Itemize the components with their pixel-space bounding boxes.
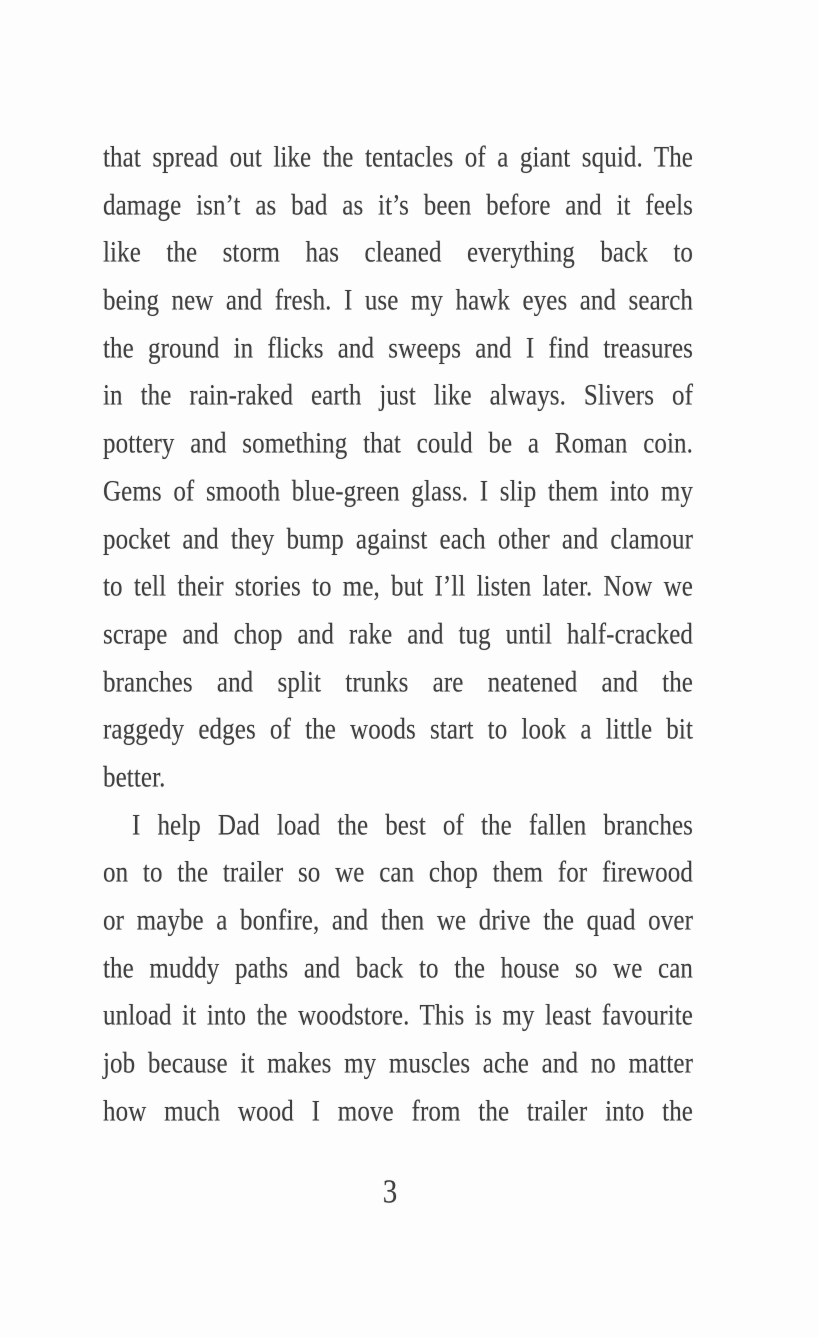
text-line: better. [103, 761, 166, 794]
text-line: pottery and something that could be a Roman coin. [103, 427, 693, 460]
page-number: 3 [382, 1173, 398, 1211]
text-line: like the storm has cleaned everything back to [103, 236, 693, 269]
text-line: that spread out like the tentacles of a giant squid. The [103, 141, 693, 174]
text-line: the muddy paths and back to the house so we can [103, 952, 693, 985]
text-line: pocket and they bump against each other and clamour [103, 523, 693, 555]
text-line: how much wood I move from the trailer into the [103, 1095, 693, 1128]
text-line: raggedy edges of the woods start to look a little bit [103, 713, 693, 746]
text-line: damage isn’t as bad as it’s been before and it feels [103, 189, 693, 222]
text-line: job because it makes my muscles ache and no matter [103, 1047, 693, 1080]
text-line: I help Dad load the best of the fallen branches [132, 809, 693, 841]
text-line: to tell their stories to me, but I’ll listen later. Now we [103, 570, 693, 603]
text-line: being new and fresh. I use my hawk eyes and search [103, 284, 693, 317]
text-line: or maybe a bonfire, and then we drive the quad over [103, 904, 693, 937]
text-line: in the rain-raked earth just like always. Slivers of [103, 379, 693, 412]
text-line: branches and split trunks are neatened and the [103, 666, 693, 698]
text-line: scrape and chop and rake and tug until half-cracked [103, 618, 693, 651]
text-line: unload it into the woodstore. This is my least favourite [103, 999, 693, 1032]
text-line: the ground in flicks and sweeps and I find treasures [103, 332, 693, 365]
text-line: on to the trailer so we can chop them for firewood [103, 856, 693, 889]
text-line: Gems of smooth blue-green glass. I slip them into my [103, 475, 693, 508]
page-text [103, 134, 693, 1135]
